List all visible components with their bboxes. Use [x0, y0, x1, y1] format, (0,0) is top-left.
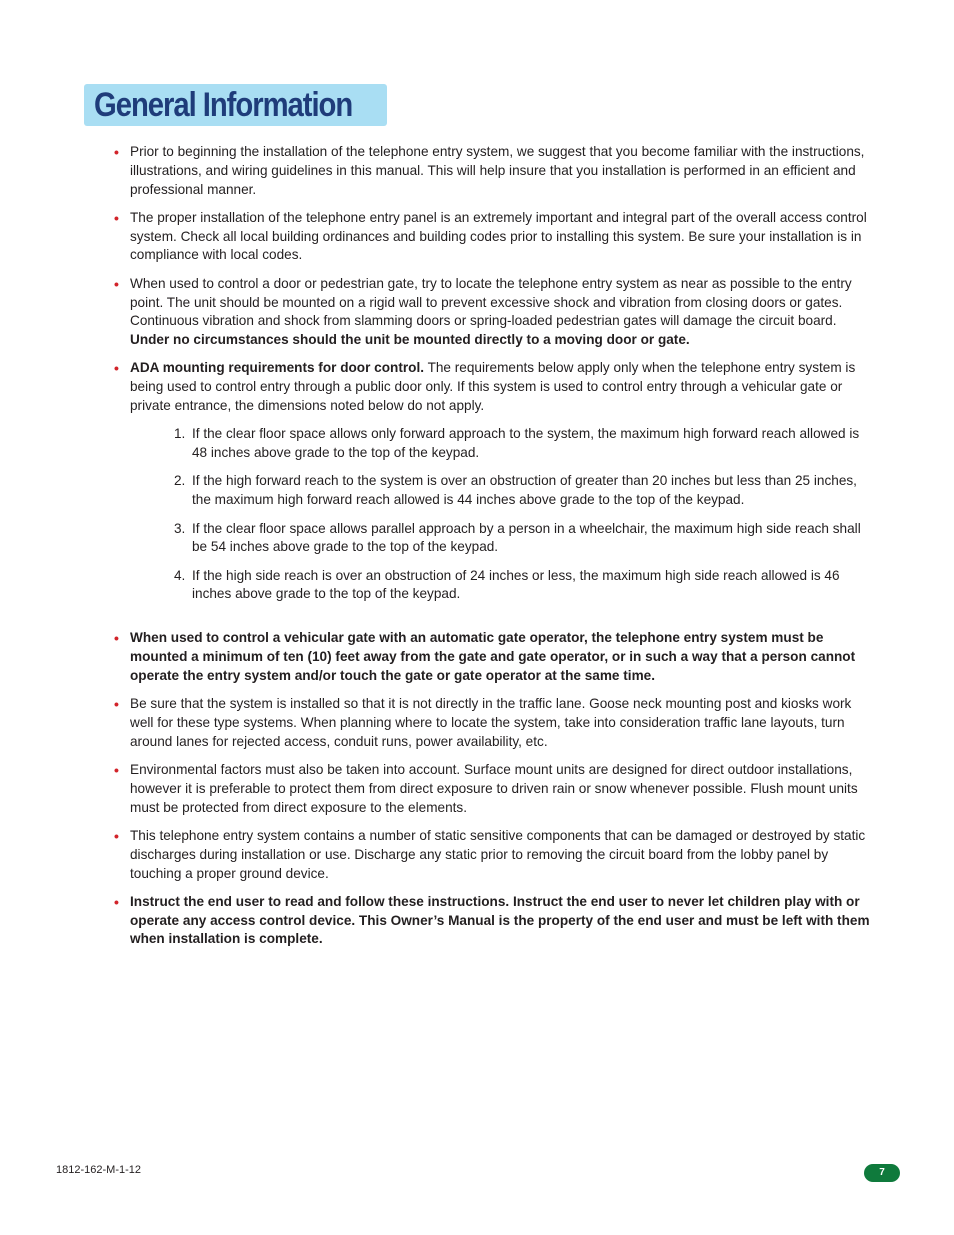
item-text: If the clear floor space allows only forward approach to the system, the maximum high forward reach allowed is 48 inches above grade to the top of the keypad.	[192, 426, 860, 461]
list-item	[114, 143, 874, 199]
item-text: If the high side reach is over an obstruction of 24 inches or less, the maximum high side reach allowed is 46 inches above grade to the top of the keypad.	[192, 567, 840, 602]
item-text: If the clear floor space allows parallel approach by a person in a wheelchair, the maximum high side reach shall be 54 inches above grade to the top of the keypad.	[192, 520, 861, 555]
bullet-icon: •	[114, 630, 119, 647]
item-number: 4.	[174, 567, 186, 583]
numbered-item	[130, 520, 874, 558]
list-item	[114, 359, 874, 619]
bullet-icon: •	[114, 275, 119, 292]
list-item	[114, 893, 874, 949]
item-text: If the high forward reach to the system is over an obstruction of greater than 20 inches but less than 25 inches, the maximum high forward reach allowed is 44 inches above grade to the top of the keypad.	[192, 473, 857, 508]
bullet-icon: •	[114, 893, 119, 910]
bullet-text: When used to control a door or pedestrian gate, try to locate the telephone entry system as near as possible to the entry point. The unit should be mounted on a rigid wall to prevent excessive shock and vibration from closing doors or gates. Continuous vibration and shock from slamming doors or spring-loaded pedestrian gates will damage the circuit board.	[130, 275, 852, 329]
bullet-text: This telephone entry system contains a number of static sensitive components that can be damaged or destroyed by static discharges during installation or use. Discharge any static prior to removing the circuit board from the lobby panel by touching a proper ground device.	[130, 827, 866, 881]
bullet-text: The proper installation of the telephone entry panel is an extremely important and integral part of the overall access control system. Check all local building ordinances and building codes prior to installing this system. Be sure your installation is in compliance with local codes.	[130, 209, 867, 263]
bullet-text: Be sure that the system is installed so that it is not directly in the traffic lane. Goose neck mounting post and kiosks work well for these type systems. When planning where to locate the system, take into consideration traffic lane layouts, turn around lanes for rejected access, conduit runs, power availability, etc.	[130, 696, 852, 749]
list-item	[114, 827, 874, 883]
bullet-icon: •	[114, 827, 119, 844]
list-item	[114, 761, 874, 817]
bullet-text: The requirements below apply only when the telephone entry system is being used to control entry through a public door only. If this system is used to control entry through a vehicular gate or private entrance, the dimensions noted below do not apply.	[130, 360, 856, 414]
bullet-icon: •	[114, 360, 119, 377]
list-item	[114, 275, 874, 350]
bullet-icon: •	[114, 209, 119, 226]
item-number: 2.	[174, 473, 186, 489]
ada-requirements-list	[130, 425, 874, 604]
bullet-text: Environmental factors must also be taken into account. Surface mount units are designed for direct outdoor installations, however it is preferable to protect them from direct exposure to driven rain or snow whenever possible. Flush mount units must be protected from direct exposure to the elements.	[130, 762, 858, 815]
bullet-warning-text: Under no circumstances should the unit be mounted directly to a moving door or gate.	[130, 332, 690, 348]
page-number-badge: 7	[864, 1164, 900, 1182]
numbered-item	[130, 567, 874, 605]
document-code: 1812-162-M-1-12	[56, 1164, 141, 1176]
list-item	[114, 209, 874, 265]
item-number: 3.	[174, 520, 186, 536]
numbered-item	[130, 425, 874, 463]
bullet-warning-text: Instruct the end user to read and follow these instructions. Instruct the end user to never let children play with or operate any access control device. This Owner’s Manual is the property of the end user and must be left with them when installation is complete.	[130, 893, 870, 947]
bullet-icon: •	[114, 762, 119, 779]
page-title: General Information	[94, 86, 353, 124]
list-item	[114, 629, 874, 685]
item-number: 1.	[174, 426, 186, 442]
main-content	[114, 143, 874, 959]
page-title-banner	[84, 84, 387, 126]
bullet-icon: •	[114, 696, 119, 713]
list-item	[114, 695, 874, 751]
numbered-item	[130, 472, 874, 510]
bullet-warning-text: When used to control a vehicular gate with an automatic gate operator, the telephone entry system must be mounted a minimum of ten (10) feet away from the gate and gate operator, or in such a way that a person cannot operate the entry system and/or touch the gate or gate operator at the same time.	[130, 630, 856, 683]
bullet-icon: •	[114, 144, 119, 160]
bullet-text: Prior to beginning the installation of the telephone entry system, we suggest that you become familiar with the instructions, illustrations, and wiring guidelines in this manual. This will help insure that you installation is performed in an efficient and professional manner.	[130, 144, 865, 197]
bullet-heading: ADA mounting requirements for door control.	[130, 360, 425, 376]
